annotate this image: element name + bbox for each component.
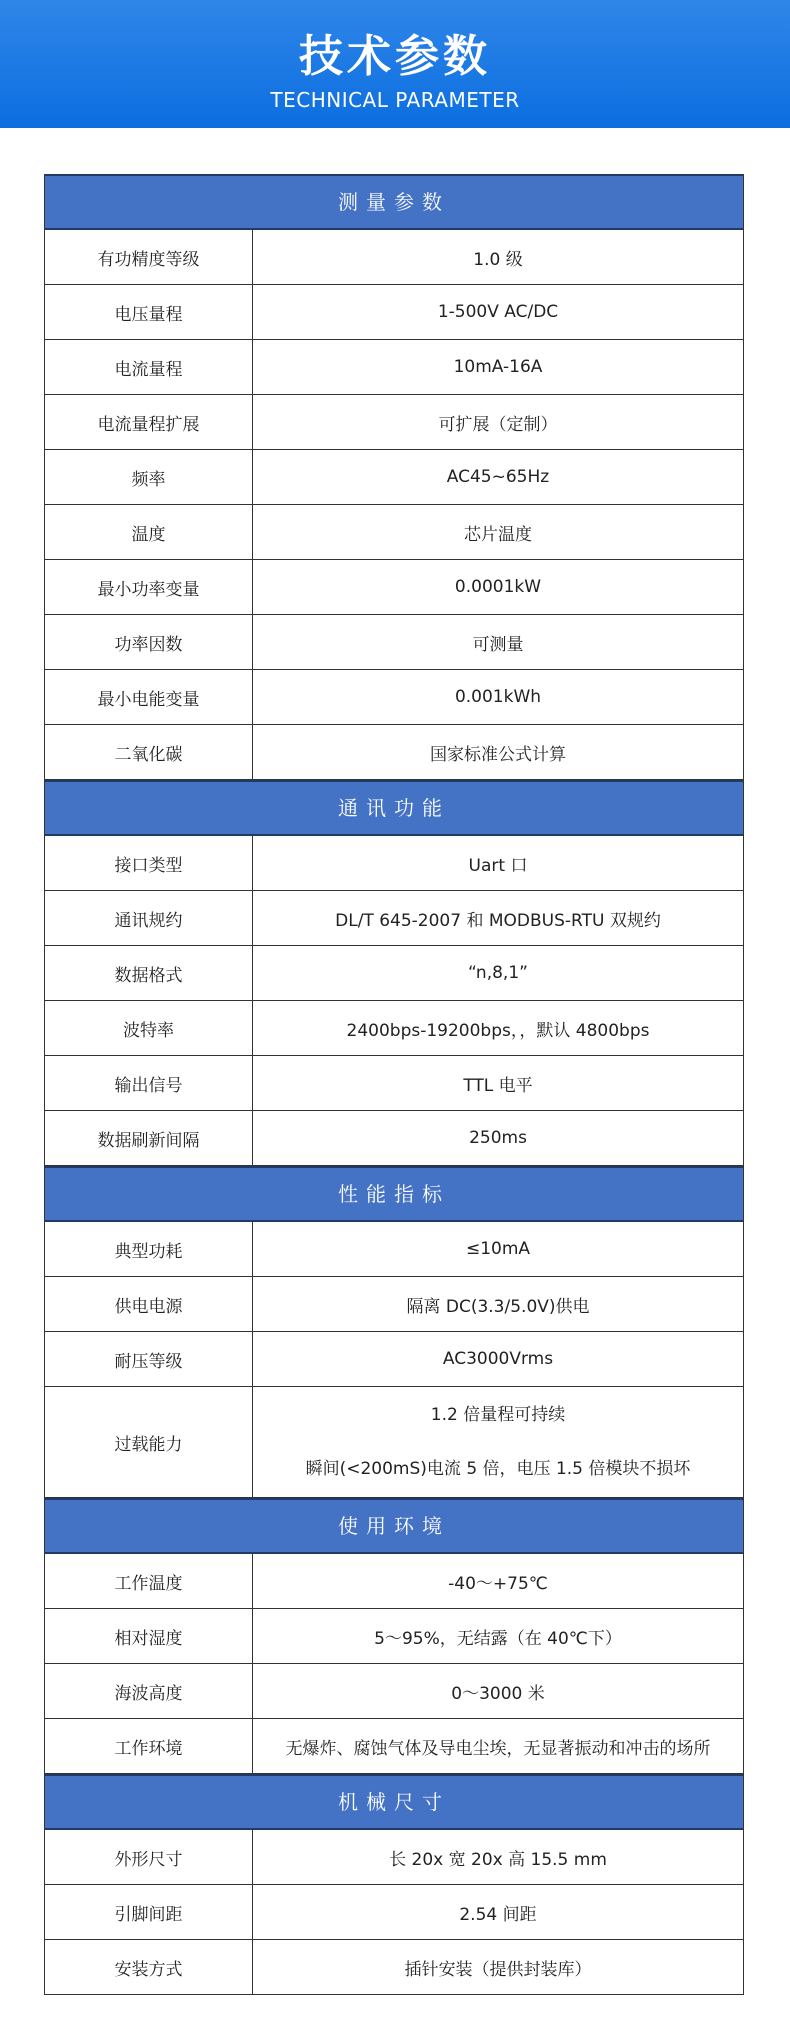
table-row — [45, 1332, 743, 1387]
section-header-mechanical: 机械尺寸 — [45, 1774, 743, 1830]
table-row — [45, 395, 743, 450]
row-value: 1.0 级 — [473, 249, 523, 270]
row-label: 工作环境 — [45, 1719, 253, 1773]
row-label: 耐压等级 — [45, 1332, 253, 1386]
row-label: 数据刷新间隔 — [45, 1111, 253, 1165]
row-label: 最小电能变量 — [45, 670, 253, 724]
row-value — [253, 1387, 743, 1497]
table-row — [45, 1111, 743, 1166]
row-value: TTL 电平 — [463, 1075, 533, 1096]
row-value: 250ms — [469, 1128, 527, 1148]
row-value: 1-500V AC/DC — [437, 302, 559, 322]
row-value: 0.0001kW — [454, 577, 542, 597]
row-value: 插针安装（提供封装库） — [404, 1959, 592, 1980]
row-label: 安装方式 — [45, 1940, 253, 1994]
table-row — [45, 1554, 743, 1609]
row-value: 0.001kWh — [454, 687, 542, 707]
row-value-line: 1.2 倍量程可持续 — [430, 1405, 566, 1425]
section-header-performance: 性能指标 — [45, 1166, 743, 1222]
row-value: 10mA-16A — [453, 357, 543, 377]
table-row — [45, 1830, 743, 1885]
row-label: 频率 — [45, 450, 253, 504]
page-title: 技术参数 — [299, 31, 491, 82]
row-label: 引脚间距 — [45, 1885, 253, 1939]
row-label: 输出信号 — [45, 1056, 253, 1110]
row-value: 国家标准公式计算 — [430, 744, 566, 765]
row-label: 二氧化碳 — [45, 725, 253, 779]
table-row — [45, 1001, 743, 1056]
table-row — [45, 285, 743, 340]
row-value: 5～95%，无结露（在 40℃下） — [374, 1628, 622, 1649]
section-header-measurement: 测量参数 — [45, 174, 743, 230]
row-value: 2.54 间距 — [459, 1904, 537, 1925]
table-row — [45, 1277, 743, 1332]
header-banner — [0, 0, 790, 128]
table-row — [45, 615, 743, 670]
section-header-environment: 使用环境 — [45, 1498, 743, 1554]
row-label: 电流量程扩展 — [45, 395, 253, 449]
row-value: 芯片温度 — [464, 524, 532, 545]
row-value: 无爆炸、腐蚀气体及导电尘埃，无显著振动和冲击的场所 — [285, 1738, 711, 1759]
row-label: 数据格式 — [45, 946, 253, 1000]
row-label: 有功精度等级 — [45, 230, 253, 284]
row-value: DL/T 645-2007 和 MODBUS-RTU 双规约 — [335, 910, 661, 931]
row-label: 电流量程 — [45, 340, 253, 394]
table-row — [45, 1719, 743, 1774]
row-value: AC45~65Hz — [446, 467, 550, 487]
row-label: 相对湿度 — [45, 1609, 253, 1663]
row-value: AC3000Vrms — [442, 1349, 554, 1369]
row-label: 外形尺寸 — [45, 1830, 253, 1884]
row-value: “n,8,1” — [468, 963, 528, 983]
row-value: 可扩展（定制） — [438, 414, 558, 435]
table-row — [45, 505, 743, 560]
page-subtitle: TECHNICAL PARAMETER — [270, 88, 520, 112]
table-row — [45, 450, 743, 505]
row-label: 电压量程 — [45, 285, 253, 339]
row-label: 波特率 — [45, 1001, 253, 1055]
row-label: 海波高度 — [45, 1664, 253, 1718]
row-value: Uart 口 — [468, 855, 528, 876]
table-row — [45, 1664, 743, 1719]
row-value: 2400bps-19200bps，，默认 4800bps — [346, 1020, 650, 1041]
row-label: 接口类型 — [45, 836, 253, 890]
row-label: 功率因数 — [45, 615, 253, 669]
row-value: 隔离 DC(3.3/5.0V)供电 — [406, 1296, 590, 1317]
table-row — [45, 725, 743, 780]
table-row — [45, 1940, 743, 1995]
table-row — [45, 1885, 743, 1940]
spec-table — [44, 174, 744, 1995]
row-label: 过载能力 — [45, 1387, 253, 1497]
row-value: -40～+75℃ — [448, 1573, 548, 1594]
table-row — [45, 891, 743, 946]
table-row — [45, 1387, 743, 1498]
table-row — [45, 230, 743, 285]
row-label: 供电电源 — [45, 1277, 253, 1331]
table-row — [45, 1056, 743, 1111]
row-value: ≤10mA — [465, 1239, 531, 1259]
row-value-line: 瞬间(<200mS)电流 5 倍，电压 1.5 倍模块不损坏 — [305, 1459, 691, 1479]
table-row — [45, 670, 743, 725]
section-header-communication: 通讯功能 — [45, 780, 743, 836]
row-value: 可测量 — [472, 634, 524, 655]
table-row — [45, 1609, 743, 1664]
row-label: 最小功率变量 — [45, 560, 253, 614]
row-label: 通讯规约 — [45, 891, 253, 945]
table-row — [45, 946, 743, 1001]
row-value: 长 20x 宽 20x 高 15.5 mm — [389, 1849, 607, 1870]
table-row — [45, 340, 743, 395]
table-row — [45, 836, 743, 891]
table-row — [45, 560, 743, 615]
row-label: 温度 — [45, 505, 253, 559]
row-value: 0～3000 米 — [451, 1683, 545, 1704]
row-label: 工作温度 — [45, 1554, 253, 1608]
table-row — [45, 1222, 743, 1277]
row-label: 典型功耗 — [45, 1222, 253, 1276]
